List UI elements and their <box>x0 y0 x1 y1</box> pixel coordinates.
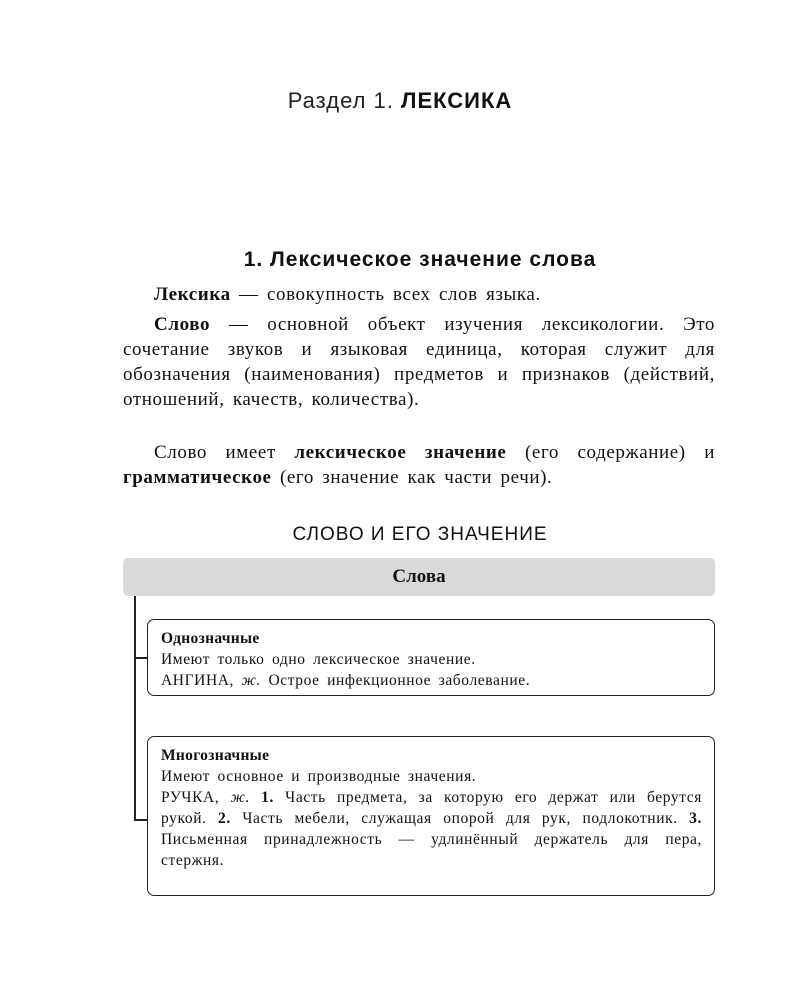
tree-connector-branch-1 <box>134 657 147 659</box>
monosemous-example-gender: ж. <box>241 672 261 689</box>
meaning-text-1: Слово имеет <box>154 442 295 463</box>
tree-connector-branch-2 <box>134 819 147 821</box>
monosemous-example <box>161 670 702 691</box>
polysemous-card <box>147 736 715 896</box>
polysemous-description: Имеют основное и производные значения. <box>161 768 477 785</box>
section-title <box>0 88 800 114</box>
scheme-title: СЛОВО И ЕГО ЗНАЧЕНИЕ <box>292 524 548 545</box>
monosemous-card <box>147 619 715 696</box>
scheme-root-box: Слова <box>123 558 715 596</box>
polysemous-example-gender: ж. <box>230 789 250 806</box>
polysemous-example <box>161 787 702 871</box>
word-term: Слово <box>154 314 211 335</box>
polysemous-example-word: РУЧКА, <box>161 789 231 806</box>
lexical-meaning-term: лексическое значение <box>294 442 507 463</box>
lexicon-text: — совокупность всех слов языка. <box>230 284 541 305</box>
sense-number-1: 1. <box>249 789 274 806</box>
meaning-text-2: (его содержание) и <box>506 442 715 463</box>
monosemous-description: Имеют только одно лексическое значение. <box>161 651 476 668</box>
sense-text-1: Часть предмета, за которую его держат или берутся рукой. <box>161 789 703 827</box>
meaning-text-3: (его значение как части речи). <box>271 467 553 488</box>
monosemous-title: Однозначные <box>161 630 260 647</box>
sense-number-3: 3. <box>677 810 702 827</box>
chapter-title: 1. Лексическое значение слова <box>243 248 597 271</box>
word-definition <box>123 312 715 412</box>
grammatical-meaning-term: грамматическое <box>123 467 272 488</box>
monosemous-example-word: АНГИНА, <box>161 672 242 689</box>
sense-text-2: Часть мебели, служащая опорой для рук, подлокотник. <box>230 810 678 827</box>
word-text: — основной объект изучения лексикологии. Это сочетание звуков и языковая единица, которая служит для обозначения (наименования) предметов и признаков (действий, отношений, качеств, количества). <box>123 314 715 410</box>
tree-connector-vertical <box>134 596 136 820</box>
lexicon-term: Лексика <box>154 284 231 305</box>
polysemous-title: Многозначные <box>161 747 270 764</box>
sense-number-2: 2. <box>206 810 231 827</box>
sense-text-3: Письменная принадлежность — удлинённый держатель для пера, стержня. <box>161 831 702 869</box>
lexicon-definition <box>123 282 715 307</box>
section-name: ЛЕКСИКА <box>401 88 513 113</box>
section-prefix: Раздел 1. <box>287 88 394 113</box>
meaning-paragraph <box>123 440 715 490</box>
monosemous-example-text: Острое инфекционное заболевание. <box>260 672 531 689</box>
